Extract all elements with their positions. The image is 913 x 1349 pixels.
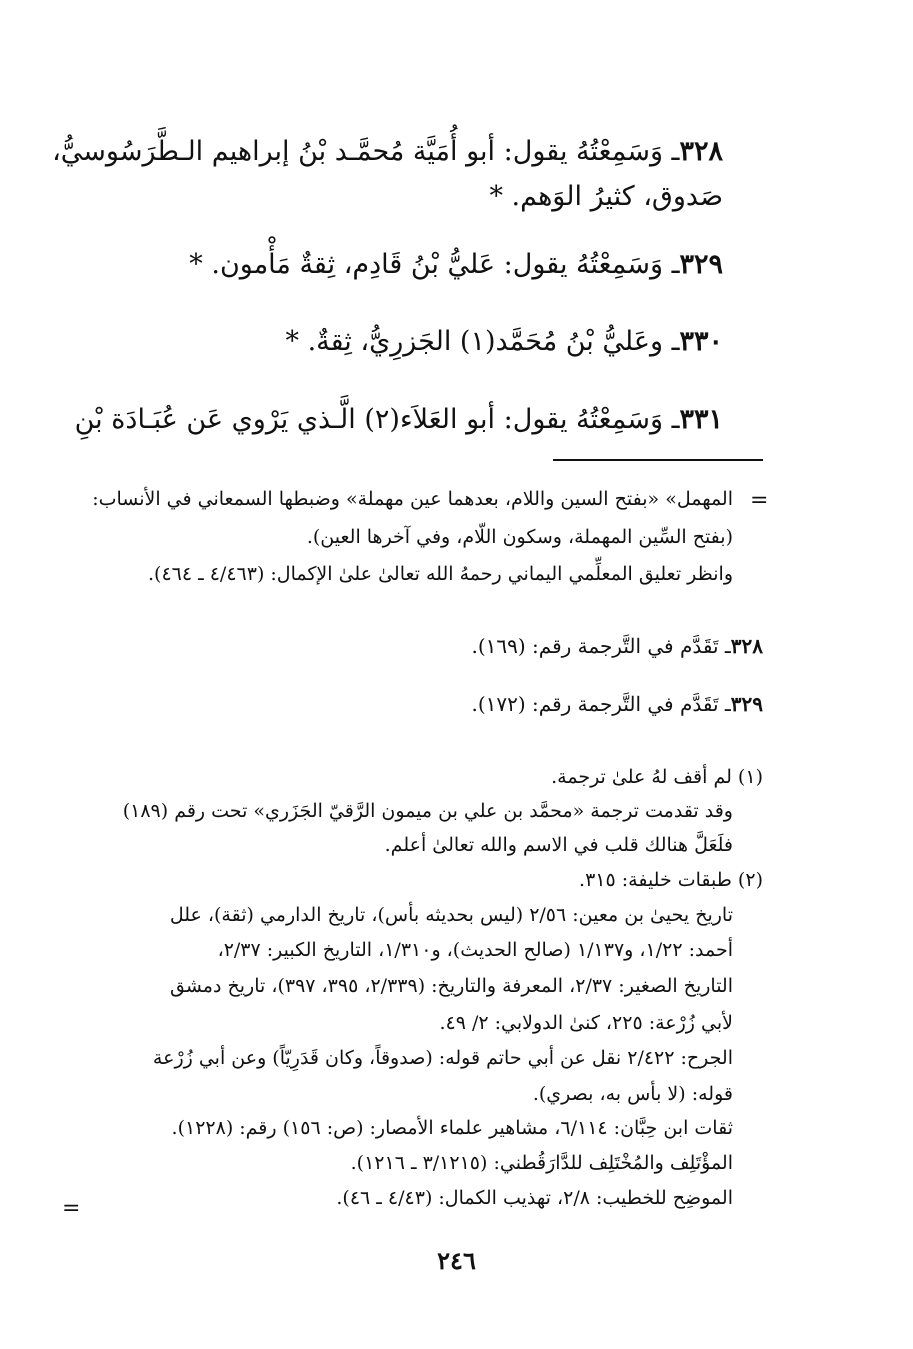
footnote-line: لأبي زُرْعة: ٢٢٥، كنىٰ الدولابي: ٢/ ٤٩.: [439, 1012, 733, 1034]
footnote-line: فلَعَلَّ هنالك قلب في الاسم والله تعالىٰ أعلم.: [384, 834, 733, 856]
footnote-line: الموضِح للخطيب: ٢/٨، تهذيب الكمال: (٤/٤٣ ـ ٤٦).: [336, 1187, 733, 1209]
entry-329: [189, 249, 723, 280]
cross-ref-329: [471, 692, 763, 716]
footnote-top-line: المهمل» «بفتح السين واللام، بعدهما عين مهملة» وضبطها السمعاني في الأنساب:: [92, 488, 733, 510]
entry-number: ٣٢٨: [730, 634, 763, 658]
footnote-top-line: وانظر تعليق المعلِّمي اليماني رحمهُ الله تعالىٰ علىٰ الإكمال: (٤/٤٦٣ ـ ٤٦٤).: [147, 563, 733, 585]
entry-number: ٣٢٨: [679, 136, 723, 167]
continuation-marker-top: =: [750, 488, 769, 513]
entry-328-line1: [52, 136, 723, 167]
footnote-top-line: (بفتح السِّين المهملة، وسكون اللّام، وفي آخرها العين).: [306, 526, 733, 548]
footnote-separator: [553, 459, 763, 461]
entry-number: ٣٢٩: [730, 692, 763, 716]
cross-ref-text: ـ تَقَدَّم في التَّرجمة رقم: (١٦٩).: [471, 634, 731, 658]
footnote-line: الجرح: ٢/٤٢٢ نقل عن أبي حاتم قوله: (صدوقاً، وكان قَدَرِيّاً) وعن أبي زُرْعة: [152, 1047, 733, 1069]
entry-331: [75, 404, 723, 435]
entry-text: ـ وعَليُّ بْنُ مُحَمَّد(١) الجَزرِيُّ، ثِقةٌ. *: [285, 326, 680, 357]
footnote-line: (١) لم أقف لهُ علىٰ ترجمة.: [551, 766, 763, 788]
entry-number: ٣٣١: [679, 404, 723, 435]
footnote-line: قوله: (لا بأس به، بصري).: [532, 1083, 733, 1105]
footnote-line: أحمد: ١/٢٢، و١/١٣٧ (صالح الحديث)، و١/٣١٠، التاريخ الكبير: ٢/٣٧،: [217, 939, 733, 961]
cross-ref-328: [471, 634, 763, 658]
cross-ref-text: ـ تَقَدَّم في التَّرجمة رقم: (١٧٢).: [471, 692, 731, 716]
footnote-line: التاريخ الصغير: ٢/٣٧، المعرفة والتاريخ: (٢/٣٣٩، ٣٩٥، ٣٩٧)، تاريخ دمشق: [170, 975, 733, 997]
entry-number: ٣٣٠: [679, 326, 723, 357]
page-number: ٢٤٦: [437, 1246, 476, 1275]
entry-328-line2: صَدوق، كثيرُ الوَهم. *: [489, 181, 723, 212]
continuation-marker-bottom: =: [62, 1196, 81, 1221]
footnote-line: ثقات ابن حِبَّان: ٦/١١٤، مشاهير علماء الأمصار: (ص: ١٥٦) رقم: (١٢٢٨).: [171, 1117, 733, 1139]
entry-330: [285, 326, 723, 357]
entry-text: ـ وَسَمِعْتُهُ يقول: عَليُّ بْنُ قَادِم، ثِقةٌ مَأْمون. *: [189, 249, 680, 280]
footnote-line: تاريخ يحيىٰ بن معين: ٢/٥٦ (ليس بحديثه بأس)، تاريخ الدارمي (ثقة)، علل: [169, 904, 733, 926]
footnote-line: (٢) طبقات خليفة: ٣١٥.: [579, 869, 763, 891]
footnote-line: المؤْتَلِف والمُخْتَلِف للدَّارَقُطني: (٣/١٢١٥ ـ ١٢١٦).: [350, 1152, 733, 1174]
footnote-line: وقد تقدمت ترجمة «محمَّد بن علي بن ميمون الرَّقيّ الجَزَري» تحت رقم (١٨٩): [122, 800, 733, 822]
entry-text: ـ وَسَمِعْتُهُ يقول: أبو أُمَيَّة مُحمَّـد بْنُ إبراهيم الـطَّرَسُوسيُّ،: [52, 136, 680, 167]
entry-text: ـ وَسَمِعْتُهُ يقول: أبو العَلاَء(٢) الَّـذي يَرْوي عَن عُبَـادَة بْنِ: [74, 404, 680, 435]
entry-number: ٣٢٩: [679, 249, 723, 280]
